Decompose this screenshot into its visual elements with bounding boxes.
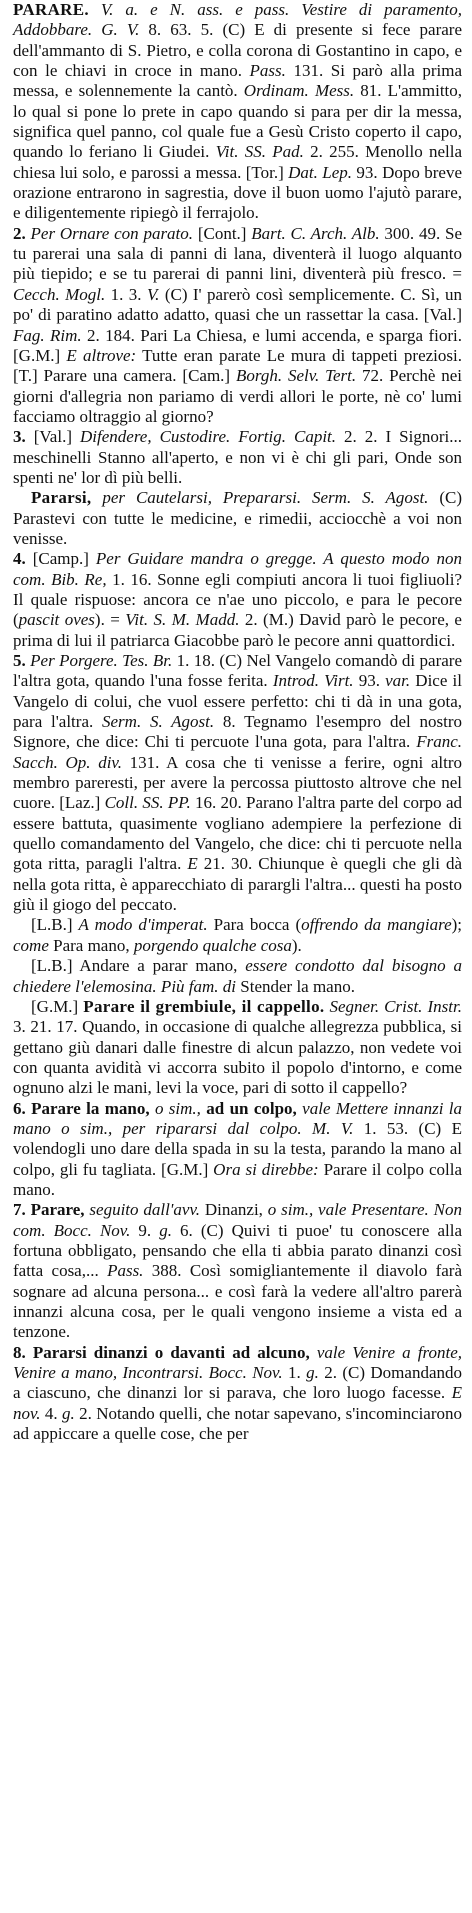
- headword: Pararsi,: [31, 488, 92, 508]
- italic-run: porgendo qualche cosa: [133, 935, 292, 955]
- italic-run: E nov.: [13, 1383, 462, 1423]
- entry-sense-5: [13, 651, 462, 915]
- sense-label: ad un colpo,: [206, 1098, 297, 1118]
- italic-run: Cecch. Mogl.: [13, 284, 106, 304]
- text-run: 3. 21. 17. Quando, in occasione di qualche allegrezza pubblica, si gettano giù danari dalle finestre di alcun palazzo, non vedete voi con quanta avidità vi accorra subito il popolo d'intorno, e come ognuno alzi le mani, levi la voce, pari di sotto il cappello?: [13, 1017, 462, 1098]
- italic-run: Difendere, Custodire. Fortig. Capit.: [80, 427, 337, 447]
- text-run: Para bocca (: [207, 915, 302, 935]
- text-run: (C) I' parerò così semplicemente. C. Sì, un po' di paratino adatto adatto, quasi che un rassettar la casa. [Val.]: [13, 284, 463, 325]
- entry-sense-3: [13, 427, 462, 488]
- text-run: 81. L'ammitto, lo qual si pone lo prete in capo quando si para per dir la messa, significa quel panno, col quale fue a Gesù Cristo coperto il capo, quando lo feriano li Giudei.: [13, 81, 463, 162]
- italic-run: g.: [306, 1363, 319, 1383]
- text-run: Stender la mano.: [236, 976, 355, 996]
- italic-run: V. a. e N. ass. e pass. Vestire di paramento, Addobbare. G. V.: [13, 0, 463, 40]
- text-run: 9.: [130, 1220, 160, 1240]
- text-run: 4.: [40, 1403, 63, 1423]
- text-run: 72. Perchè nei giorni d'allegria non pariamo di verdi allori le porte, nè co' lumi facciamo oltraggio al giorno?: [13, 366, 462, 426]
- italic-run: Borgh. Selv. Tert.: [235, 366, 357, 386]
- text-run: 2. 2. I Signori... meschinelli Stanno all'aperto, e non vi è chi gli pari, Onde son spenti ne' lor dì più belli.: [13, 427, 462, 487]
- text-run: [G.M.]: [31, 996, 84, 1016]
- text-run: Dinanzi,: [200, 1200, 268, 1220]
- text-run: );: [451, 915, 462, 935]
- italic-run: Pass.: [107, 1261, 144, 1281]
- text-run: 131. Si parò alla prima messa, e solennemente la cantò.: [13, 61, 462, 101]
- text-run: ).: [291, 935, 302, 955]
- italic-run: var.: [385, 671, 411, 691]
- entry-column: [13, 0, 462, 1444]
- text-run: 93. Dopo breve orazione entrarono in sagrestia, dove il buon uomo l'ajutò parare, e diligentemente ripiegò il ferrajolo.: [13, 162, 462, 223]
- entry-sense-6: [13, 1099, 462, 1201]
- italic-run: Pass.: [249, 61, 286, 81]
- entry-sense-7: [13, 1200, 462, 1342]
- italic-run: Ora si direbbe:: [213, 1159, 319, 1179]
- italic-run: Bart. C. Arch. Alb.: [251, 223, 380, 243]
- text-run: Parare il colpo colla mano.: [13, 1159, 462, 1199]
- italic-run: A modo d'imperat.: [78, 915, 208, 935]
- headword: Parare il grembiule, il cappello.: [83, 996, 325, 1016]
- italic-run: offrendo da mangiare: [301, 915, 452, 935]
- italic-run: E: [187, 854, 198, 874]
- text-run: 2. 184. Pari La Chiesa, e lumi accenda, e sparga fiori. [G.M.]: [13, 325, 462, 365]
- text-run: 2. (C) Domandando a ciascuno, che dinanzi lor si parava, che loro luogo facesse.: [13, 1363, 462, 1403]
- text-run: [L.B.]: [31, 915, 79, 935]
- text-run: [L.B.] Andare a parar mano,: [31, 956, 246, 976]
- text-run: (C) Parastevi con tutte le medicine, e rimedii, acciocchè a voi non venisse.: [13, 488, 462, 548]
- italic-run: Coll. SS. PP.: [104, 793, 191, 813]
- italic-run: Ordinam. Mess.: [243, 81, 355, 101]
- italic-run: o sim.,: [154, 1098, 201, 1118]
- text-run: 1. 16. Sonne egli compiuti ancora li tuoi figliuoli? Il quale rispuose: ancora ce n'ae uno piccolo, e para le pecore (: [13, 569, 463, 630]
- text-run: 6. (C) Quivi ti puoe' tu conoscere alla fortuna obbligato, pensando che ella ti abbia parato dinanzi così fatta cosa,...: [13, 1220, 462, 1281]
- italic-run: Serm. S. Agost.: [102, 712, 215, 732]
- italic-run: g.: [62, 1403, 75, 1423]
- text-run: 8. Tegnamo l'esempro del nostro Signore, che dice: Chi ti percuote l'una gota, para l'altra.: [13, 712, 462, 752]
- italic-run: vale Mettere innanzi la mano o sim., per ripararsi dal colpo. M. V.: [13, 1098, 463, 1138]
- italic-run: come: [13, 935, 49, 955]
- italic-run: Vit. SS. Pad.: [215, 142, 304, 162]
- entry-sense-3-parsi: [13, 488, 462, 549]
- italic-run: per Cautelarsi, Prepararsi. Serm. S. Agost.: [102, 488, 429, 508]
- italic-run: Fag. Rim.: [13, 325, 82, 345]
- text-run: Para mano,: [48, 935, 134, 955]
- italic-run: vale Venire a fronte, Venire a mano, Incontrarsi. Bocc. Nov.: [13, 1342, 462, 1383]
- text-run: [Val.]: [25, 427, 80, 447]
- text-run: 1. 18. (C) Nel Vangelo comandò di parare l'altra gota, quando l'una fosse ferita.: [13, 651, 462, 691]
- text-run: [310, 1343, 317, 1362]
- entry-sense-5-lb1: [13, 915, 462, 956]
- italic-run: Per Ornare con parato.: [30, 223, 194, 243]
- italic-run: Vit. S. M. Madd.: [125, 610, 240, 630]
- text-run: [89, 0, 101, 19]
- sense-label: 7. Parare,: [13, 1200, 85, 1220]
- entry-sense-2: [13, 224, 462, 427]
- sense-label: 8. Pararsi dinanzi o davanti ad alcuno,: [13, 1342, 310, 1362]
- text-run: ). =: [94, 610, 126, 630]
- italic-run: Franc. Sacch. Op. div.: [13, 732, 462, 772]
- text-run: 1. 53. (C) E volendogli uno dare della spada in su la testa, parando la mano al colpo, gli fu tagliata. [G.M.]: [13, 1118, 463, 1179]
- entry-sense-5-lb2: [13, 956, 462, 997]
- italic-run: essere condotto dal bisogno a chiedere l'elemosina. Più fam. di: [13, 956, 462, 996]
- italic-run: Segner. Crist. Instr.: [329, 996, 462, 1016]
- italic-run: V.: [146, 284, 160, 304]
- entry-sense-4: [13, 549, 462, 651]
- text-run: Tutte eran parate Le mura di tappeti preziosi. [T.] Parare una camera. [Cam.]: [13, 345, 462, 386]
- text-run: [91, 488, 102, 507]
- italic-run: o sim., vale Presentare. Non com. Bocc. Nov.: [13, 1200, 462, 1240]
- text-run: 21. 30. Chiunque è quegli che gli dà nella gota ritta, è apparecchiato di parargli l'altra... questi ha posto giù il giogo del peccato.: [13, 854, 462, 915]
- text-run: 131. A cosa che ti venisse a ferire, ogni altro membro pareresti, per avere la percossa piuttosto altrove che nel cuore. [Laz.]: [13, 752, 462, 813]
- headword: PARARE.: [13, 0, 89, 19]
- text-run: 1. 3.: [105, 284, 147, 304]
- italic-run: pascit oves: [18, 610, 95, 630]
- entry-main: [13, 0, 462, 224]
- italic-run: seguito dall'avv.: [89, 1200, 201, 1220]
- italic-run: Per Guidare mandra o gregge. A questo modo non com. Bib. Re,: [13, 549, 462, 589]
- text-run: 300. 49. Se tu parerai una sala di panni di lana, diventerà il luogo alquanto più tiepido; e se tu parerai di panni lini, diventerà più fresco. =: [13, 223, 463, 284]
- italic-run: Dat. Lep.: [288, 162, 353, 182]
- sense-label: 3.: [13, 427, 26, 447]
- text-run: 16. 20. Parano l'altra parte del corpo ad essere battuta, quasimente vogliano adempiere la perfezione di quello comandamento del Vangelo, che dice: chi ti percuote nella gota ritta, paragli l'altra.: [13, 793, 462, 874]
- sense-label: 2.: [13, 223, 26, 243]
- italic-run: Per Porgere. Tes. Br.: [30, 651, 173, 670]
- italic-run: E altrove:: [66, 345, 137, 365]
- sense-label: 5.: [13, 651, 26, 670]
- text-run: 2. Notando quelli, che notar sapevano, s'incominciarono ad appiccare a quelle cose, che per: [13, 1403, 462, 1444]
- text-run: [Cont.]: [193, 223, 252, 243]
- text-run: Dice il Vangelo di colui, che vuol essere perfetto: chi ti dà in una gota, para l'altra.: [13, 671, 462, 732]
- text-run: [Camp.]: [25, 549, 96, 569]
- text-run: 1.: [282, 1363, 307, 1383]
- text-run: 388. Così somigliantemente il diavolo farà sognare ad alcuna persona... e così farà la vedere all'altro parerà innanzi alcuna cosa, per le quali vengono insieme a vista ed a tenzone.: [13, 1261, 463, 1342]
- italic-run: Introd. Virt.: [272, 671, 354, 691]
- italic-run: g.: [159, 1220, 172, 1240]
- sense-label: 4.: [13, 549, 26, 569]
- entry-sense-5-gm: [13, 997, 462, 1099]
- sense-label: 6. Parare la mano,: [13, 1098, 150, 1118]
- text-run: 93.: [353, 671, 386, 691]
- text-run: 2. (M.) David parò le pecore, e prima di lui il patriarca Giacobbe parò le pecore anni quattordici.: [13, 610, 462, 650]
- text-run: 2. 255. Menollo nella chiesa lui solo, e parossi a messa. [Tor.]: [13, 142, 463, 182]
- entry-sense-8: [13, 1343, 462, 1445]
- text-run: 8. 63. 5. (C) E di presente si fece parare dell'ammanto di S. Pietro, e colla corona di Gostantino in capo, e con le chiavi in croce in mano.: [13, 20, 463, 81]
